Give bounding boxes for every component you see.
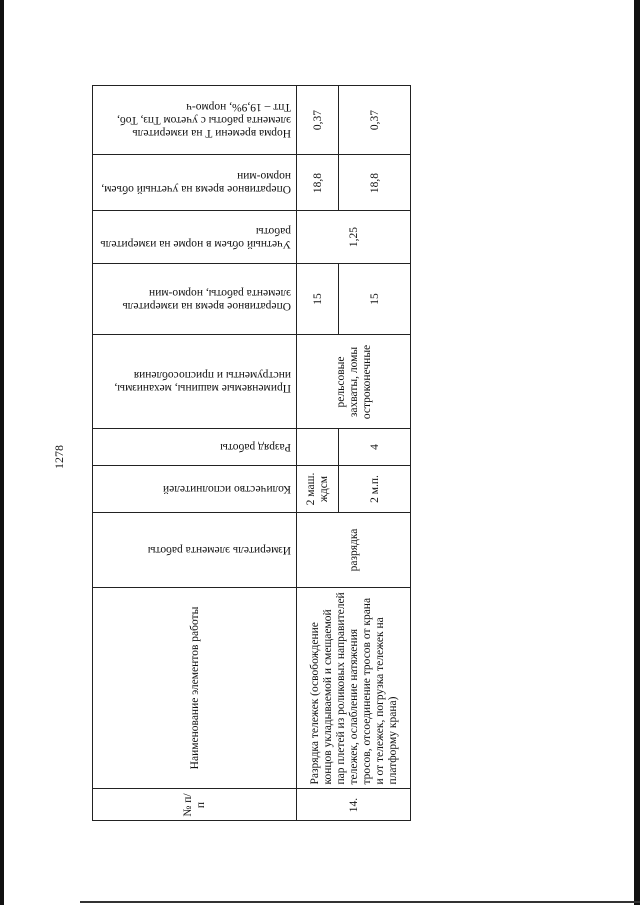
header-machines-tools-text: Применяемые машины, механизмы, инструменты и приспособления <box>114 369 291 395</box>
cell-performers-count-b-text: 2 м.п. <box>368 475 380 503</box>
cell-time-norm-b-text: 0,37 <box>368 109 380 131</box>
header-unit-volume-text: Учетный объем в норме на измеритель работы <box>100 225 291 250</box>
page-number: 1278 <box>52 445 66 469</box>
header-operative-time-unit-volume <box>92 154 297 211</box>
cell-operative-time-element-b-text: 15 <box>368 293 380 305</box>
cell-time-norm-b <box>338 85 411 155</box>
header-work-grade <box>92 428 297 466</box>
cell-operative-time-element-a <box>296 263 339 335</box>
cell-operative-time-unit-volume-b-text: 18,8 <box>368 172 380 193</box>
cell-row-number <box>296 788 411 821</box>
cell-operative-time-unit-volume-a <box>296 154 339 211</box>
cell-performers-count-a-text: 2 маш. ждсм <box>304 472 330 506</box>
cell-operative-time-element-b <box>338 263 411 335</box>
cell-row-number-text: 14. <box>347 797 359 812</box>
header-performers-count <box>92 465 297 513</box>
header-machines-tools <box>92 334 297 429</box>
cell-element-unit <box>296 512 411 588</box>
header-operative-time-unit-volume-text: Оперативное время на учетный объем, нормо-мин <box>101 170 291 196</box>
header-element-unit <box>92 512 297 588</box>
cell-element-unit-text: разрядка <box>347 528 359 572</box>
header-unit-volume <box>92 210 297 264</box>
header-operative-time-element-text: Оперативное время на измеритель элемента работы, нормо-мин <box>122 287 291 312</box>
cell-performers-count-a <box>296 465 339 513</box>
cell-machines-tools <box>296 334 411 429</box>
cell-performers-count-b <box>338 465 411 513</box>
header-element-name <box>92 587 297 789</box>
cell-operative-time-unit-volume-a-text: 18,8 <box>311 172 323 193</box>
cell-time-norm-a <box>296 85 339 155</box>
cell-machines-tools-text: рельсовые захваты, ломы остроконечные <box>334 344 372 419</box>
cell-element-name-text: Разрядка тележек (освобождение концов укладываемой и смещаемой пар плетей из роликовых направителей тележек, ослабление натяжения тросов, отсоединение тросов от крана и от тележек, погрузка тележек на платформу крана) <box>308 592 398 785</box>
header-operative-time-element <box>92 263 297 335</box>
header-time-norm-text: Норма времени Т на измеритель элемента работы с учетом Тпз, Тоб, Тпт – 19,9%, нормо-ч <box>116 101 291 140</box>
cell-operative-time-element-a-text: 15 <box>311 293 323 305</box>
header-time-norm <box>92 85 297 155</box>
cell-work-grade-b-text: 4 <box>368 444 380 450</box>
cell-unit-volume-text: 1,25 <box>347 226 359 248</box>
scan-edge-left <box>0 0 4 905</box>
cell-work-grade-b <box>338 428 411 466</box>
cell-work-grade-a <box>296 428 339 466</box>
scan-edge-bottom <box>80 901 640 903</box>
header-row-number <box>92 788 297 821</box>
header-element-name-text: Наименование элементов работы <box>188 606 200 770</box>
cell-unit-volume <box>296 210 411 264</box>
header-work-grade-text: Разряд работы <box>220 441 291 454</box>
cell-work-grade-a-text <box>297 429 339 466</box>
header-element-unit-text: Измеритель элемента работы <box>147 544 291 557</box>
scan-edge-right <box>634 0 640 905</box>
cell-element-name <box>296 587 411 789</box>
cell-time-norm-a-text: 0,37 <box>311 109 323 131</box>
cell-operative-time-unit-volume-b <box>338 154 411 211</box>
header-row-number-text: № п/п <box>181 792 207 817</box>
header-performers-count-text: Количество исполнителей <box>162 483 291 496</box>
